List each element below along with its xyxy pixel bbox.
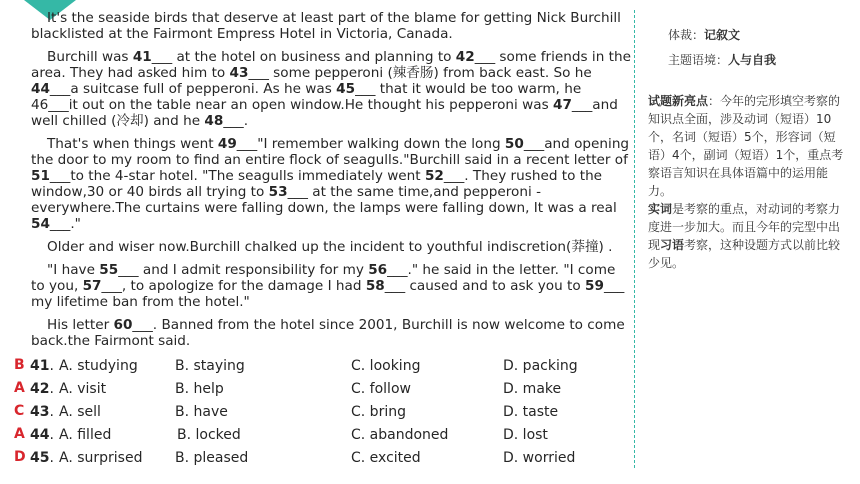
- blank-43: 43: [229, 65, 249, 81]
- option-c[interactable]: C. looking: [351, 358, 421, 374]
- question-number: 41.: [30, 358, 54, 374]
- blank-59: 59: [585, 278, 604, 294]
- blank-42: 42: [455, 49, 475, 65]
- option-c[interactable]: C. follow: [351, 381, 411, 397]
- answer-key: A: [14, 380, 25, 396]
- option-d[interactable]: D. make: [503, 381, 562, 397]
- answer-options: [14, 358, 634, 473]
- option-c[interactable]: C. abandoned: [351, 427, 449, 443]
- option-a[interactable]: A. sell: [59, 404, 101, 420]
- option-b[interactable]: B. help: [175, 381, 224, 397]
- option-d[interactable]: D. taste: [503, 404, 559, 420]
- question-number: 42.: [30, 381, 54, 397]
- answer-key: B: [14, 357, 25, 373]
- option-d[interactable]: D. worried: [503, 450, 576, 466]
- question-row: [14, 450, 634, 473]
- answer-key: C: [14, 403, 25, 419]
- question-row: [14, 358, 634, 381]
- option-a[interactable]: A. filled: [59, 427, 112, 443]
- passage-paragraph-2: Burchill was 41___ at the hotel on business and planning to 42___ some friends in the area. They had asked him to 43___ some pepperoni (辣香肠) from back east. So he 44___a suitcase full of pepperoni. As he was 45___ that it would be too warm, he 46___it out on the table near an open window.He thought his pepperoni was 47___and well chilled (冷却) and he 48___.: [31, 49, 631, 129]
- option-d[interactable]: D. packing: [503, 358, 578, 374]
- option-b[interactable]: B. locked: [177, 427, 241, 443]
- option-b[interactable]: B. have: [175, 404, 228, 420]
- question-number: 43.: [30, 404, 54, 420]
- passage-paragraph-4: Older and wiser now.Burchill chalked up the incident to youthful indiscretion(莽撞) .: [47, 239, 613, 255]
- blank-48: 48: [204, 113, 224, 129]
- blank-50: 50: [504, 136, 524, 152]
- column-divider: [634, 10, 635, 468]
- passage-paragraph-5: "I have 55___ and I admit responsibility for my 56___." he said in the letter. "I come to you, 57___, to apologize for the damage I had 58___ caused and to ask you to 59___ my lifetime ban from the hotel.": [31, 262, 625, 310]
- option-c[interactable]: C. bring: [351, 404, 406, 420]
- blank-55: 55: [99, 262, 119, 278]
- option-a[interactable]: A. surprised: [59, 450, 143, 466]
- answer-key: D: [14, 449, 26, 465]
- blank-41: 41: [132, 49, 152, 65]
- notes-heading-content-words: 实词: [648, 202, 673, 216]
- theme-line: 主题语境：人与自我: [668, 53, 777, 67]
- theme-value: 人与自我: [728, 53, 777, 67]
- passage-paragraph-6: His letter 60___. Banned from the hotel since 2001, Burchill is now welcome to come back.the Fairmont said.: [31, 317, 625, 349]
- blank-54: 54: [31, 216, 50, 232]
- option-a[interactable]: A. studying: [59, 358, 138, 374]
- question-row: [14, 381, 634, 404]
- genre-line: 体裁：记叙文: [668, 28, 741, 42]
- passage-paragraph-1: It's the seaside birds that deserve at least part of the blame for getting Nick Burchill blacklisted at the Fairmont Empress Hotel in Victoria, Canada.: [31, 10, 621, 42]
- option-b[interactable]: B. staying: [175, 358, 245, 374]
- passage-paragraph-3: That's when things went 49___"I remember walking down the long 50___and opening the door to my room to find an entire flock of seagulls."Burchill said in a recent letter of 51___to the 4-star hotel. "The seagulls immediately went 52___. They rushed to the window,30 or 40 birds all trying to 53___ at the same time,and pepperoni - everywhere.The curtains were falling down, the lamps were falling down, It was a real 54___.": [31, 136, 630, 232]
- blank-52: 52: [424, 168, 444, 184]
- question-row: [14, 404, 634, 427]
- blank-49: 49: [217, 136, 237, 152]
- analysis-notes: 试题新亮点：今年的完形填空考察的知识点全面，涉及动词（短语）10个，名词（短语）5个，形容词（短语）4个，副词（短语）1个，重点考察语言知识在具体语篇中的运用能力。 实词是考察的重点，对动词的考察力度进一步加大。而且今年的完型中出现习语考察，这种设题方式以前比较少见。: [648, 94, 844, 270]
- blank-60: 60: [113, 317, 133, 333]
- option-b[interactable]: B. pleased: [175, 450, 249, 466]
- question-number: 45.: [30, 450, 54, 466]
- option-c[interactable]: C. excited: [351, 450, 421, 466]
- genre-value: 记叙文: [704, 28, 741, 42]
- blank-56: 56: [368, 262, 388, 278]
- blank-53: 53: [268, 184, 288, 200]
- answer-key: A: [14, 426, 25, 442]
- blank-45: 45: [336, 81, 356, 97]
- blank-44: 44: [31, 81, 50, 97]
- blank-58: 58: [365, 278, 385, 294]
- option-d[interactable]: D. lost: [503, 427, 548, 443]
- question-number: 44.: [30, 427, 54, 443]
- blank-47: 47: [552, 97, 572, 113]
- blank-51: 51: [31, 168, 50, 184]
- question-row: [14, 427, 634, 450]
- option-a[interactable]: A. visit: [59, 381, 107, 397]
- notes-keyword-idioms: 习语: [660, 238, 685, 252]
- notes-heading-highlights: 试题新亮点: [648, 94, 709, 108]
- cloze-passage: [31, 10, 631, 356]
- blank-57: 57: [82, 278, 102, 294]
